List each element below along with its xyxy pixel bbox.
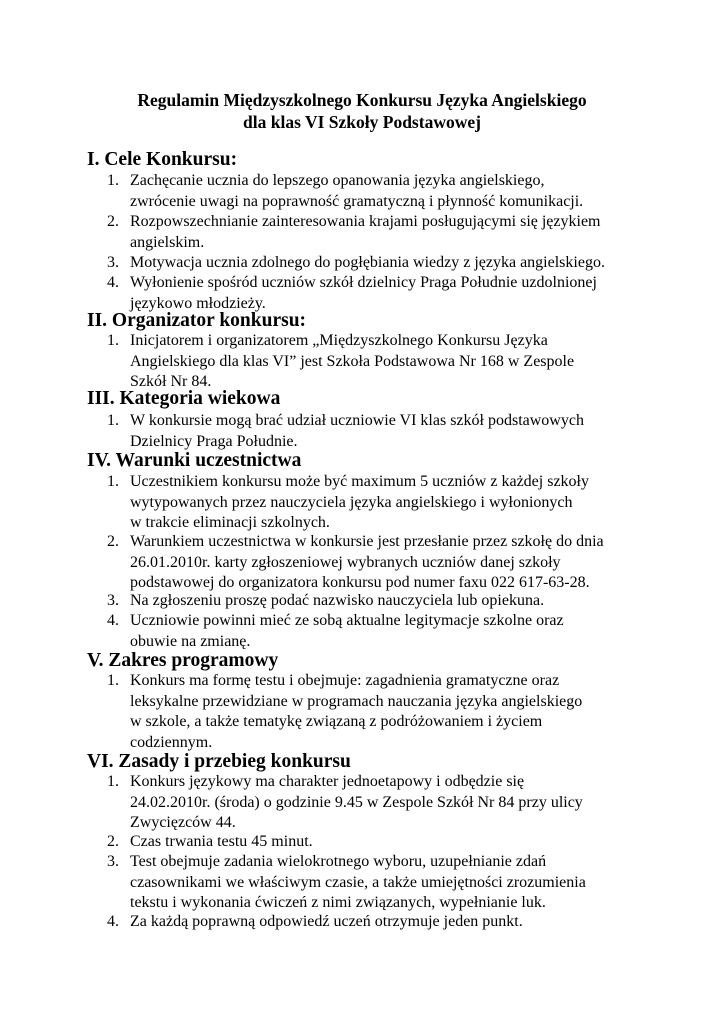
document-title-line-2: dla klas VI Szkoły Podstawowej [243,112,481,132]
list-item [107,171,707,212]
list-item [107,411,707,452]
item-text-line: Wyłonienie spośród uczniów szkół dzielnicy Praga Południe uzdolnionej [130,274,597,291]
list-item [107,852,707,914]
item-text-line: obuwie na zmianę. [130,632,251,650]
item-text-line: wytypowanych przez nauczyciela języka angielskiego i wyłonionych [130,493,573,511]
section-heading: III. Kategoria wiekowa [87,388,281,409]
item-number: 1. [107,412,119,429]
item-text-line: Za każdą poprawną odpowiedź uczeń otrzymuje jeden punkt. [130,913,523,930]
item-text-line: Konkurs językowy ma charakter jednoetapowy i odbędzie się [130,773,525,790]
item-text-line: Motywacja ucznia zdolnego do pogłębiania wiedzy z języka angielskiego. [130,254,605,271]
item-text-line: Uczniowie powinni mieć ze sobą aktualne legitymacje szkolne oraz [130,612,564,629]
item-text-line: Rozpowszechnianie zainteresowania krajami posługującymi się językiem [130,213,601,230]
item-text-line: Test obejmuje zadania wielokrotnego wyboru, uzupełnianie zdań [130,853,547,870]
item-number: 1. [107,473,119,490]
item-number: 2. [107,833,119,850]
document-title-line-1: Regulamin Międzyszkolnego Konkursu Języka Angielskiego [137,90,587,110]
item-text-line: Szkół Nr 84. [130,373,212,391]
section-heading: II. Organizator konkursu: [87,310,307,331]
item-number: 1. [107,672,119,689]
item-text-line: Na zgłoszeniu proszę podać nazwisko nauczyciela lub opiekuna. [130,592,545,609]
item-text-line: Dzielnicy Praga Południe. [130,432,298,450]
item-number: 3. [107,254,119,271]
item-number: 1. [107,773,119,790]
list-item [107,772,707,834]
item-text-line: codziennym. [130,733,213,751]
item-number: 1. [107,172,119,189]
list-item [107,212,707,253]
item-text-line: W konkursie mogą brać udział uczniowie VI klas szkół podstawowych [130,412,584,429]
section-heading: IV. Warunki uczestnictwa [87,450,302,471]
item-text-line: Warunkiem uczestnictwa w konkursie jest przesłanie przez szkołę do dnia [130,533,604,550]
item-text-line: Czas trwania testu 45 minut. [130,833,313,850]
item-text-line: Konkurs ma formę testu i obejmuje: zagadnienia gramatyczne oraz [130,672,560,689]
item-text-line: językowo młodzieży. [130,294,266,312]
section-heading: VI. Zasady i przebieg konkursu [87,751,351,772]
list-item [107,253,707,274]
item-text-line: tekstu i wykonania ćwiczeń z nimi związanych, wypełnianie luk. [130,894,546,912]
item-number: 2. [107,213,119,230]
section-heading: V. Zakres programowy [87,650,279,671]
item-text-line: podstawowej do organizatora konkursu pod numer faxu 022 617-63-28. [130,574,590,592]
item-text-line: 24.02.2010r. (środa) o godzinie 9.45 w Zespole Szkół Nr 84 przy ulicy [130,793,583,811]
item-text-line: zwrócenie uwagi na poprawność gramatyczną i płynność komunikacji. [130,192,584,210]
list-item [107,671,707,753]
item-text-line: Zwycięzców 44. [130,814,236,832]
item-number: 3. [107,853,119,870]
list-item [107,331,707,393]
item-number: 2. [107,533,119,550]
item-number: 1. [107,332,119,349]
section-heading: I. Cele Konkursu: [87,149,238,170]
item-text-line: Angielskiego dla klas VI” jest Szkoła Podstawowa Nr 168 w Zespole [130,352,575,370]
list-item [107,611,707,652]
item-text-line: angielskim. [130,233,205,251]
list-item [107,591,707,612]
list-item [107,472,707,534]
item-text-line: czasownikami we właściwym czasie, a także umiejętności zrozumienia [130,873,586,891]
item-number: 4. [107,274,119,291]
list-item [107,273,707,314]
item-text-line: leksykalne przewidziane w programach nauczania języka angielskiego [130,692,583,710]
item-text-line: 26.01.2010r. karty zgłoszeniowej wybranych uczniów danej szkoły [130,553,561,571]
item-text-line: w szkole, a także tematykę związaną z podróżowaniem i życiem [130,713,543,731]
item-text-line: Uczestnikiem konkursu może być maximum 5 uczniów z każdej szkoły [130,473,589,490]
list-item [107,832,707,853]
item-number: 4. [107,612,119,629]
item-text-line: Inicjatorem i organizatorem „Międzyszkolnego Konkursu Języka [130,332,548,349]
item-text-line: w trakcie eliminacji szkolnych. [130,514,330,532]
item-number: 4. [107,913,119,930]
item-number: 3. [107,592,119,609]
item-text-line: Zachęcanie ucznia do lepszego opanowania języka angielskiego, [130,172,545,189]
list-item [107,912,707,933]
list-item [107,532,707,594]
